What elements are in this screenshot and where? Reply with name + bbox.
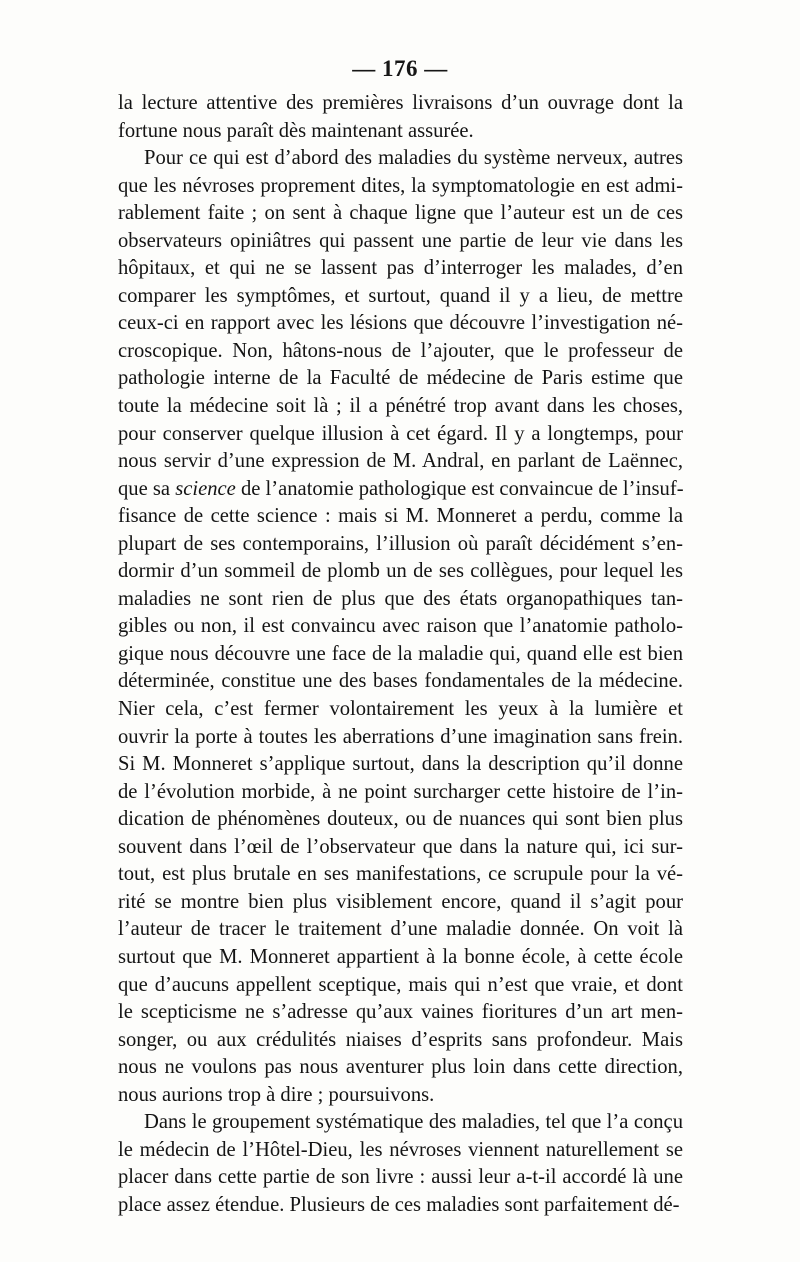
text-line: nous ne voulons pas nous aventurer plus loin dans cette direction, xyxy=(118,1056,683,1079)
text-line: pathologie interne de la Faculté de médecine de Paris estime que xyxy=(118,367,683,390)
text-line: rité se montre bien plus visiblement encore, quand il s’agit pour xyxy=(118,890,683,913)
text-line: comparer les symptômes, et surtout, quand il y a lieu, de mettre xyxy=(118,284,683,307)
text-line: rablement faite ; on sent à chaque ligne que l’auteur est un de ces xyxy=(118,202,683,225)
text-line: le médecin de l’Hôtel-Dieu, les névroses viennent naturellement se xyxy=(118,1138,683,1161)
text-line: placer dans cette partie de son livre : aussi leur a-t-il accordé là une xyxy=(118,1166,683,1189)
text-line: déterminée, constitue une des bases fondamentales de la médecine. xyxy=(118,670,683,693)
text-line: ouvrir la porte à toutes les aberrations d’une imagination sans frein. xyxy=(118,725,683,748)
text-line: observateurs opiniâtres qui passent une partie de leur vie dans les xyxy=(118,229,683,252)
text-line: que d’aucuns appellent sceptique, mais qui n’est que vraie, et dont xyxy=(118,973,683,996)
text-line: tout, est plus brutale en ses manifestations, ce scrupule pour la vé- xyxy=(118,863,683,886)
text-line: fortune nous paraît dès maintenant assurée. xyxy=(118,119,474,142)
text-line: Pour ce qui est d’abord des maladies du système nerveux, autres xyxy=(144,147,683,170)
text-line: la lecture attentive des premières livraisons d’un ouvrage dont la xyxy=(118,92,683,114)
text-line: gique nous découvre une face de la maladie qui, quand elle est bien xyxy=(118,642,683,665)
text-line: dormir d’un sommeil de plomb un de ses collègues, pour lequel les xyxy=(118,560,683,583)
text-line: que sa science de l’anatomie pathologique est convaincue de l’insuf- xyxy=(118,477,684,500)
text-line: nous aurions trop à dire ; poursuivons. xyxy=(118,1083,435,1106)
text-line: pour conserver quelque illusion à cet égard. Il y a longtemps, pour xyxy=(118,422,683,445)
text-line: fisance de cette science : mais si M. Monneret a perdu, comme la xyxy=(118,505,683,528)
text-line: l’auteur de tracer le traitement d’une maladie donnée. On voit là xyxy=(118,918,683,941)
page-number: — 176 — xyxy=(352,56,448,81)
text-line: Dans le groupement systématique des maladies, tel que l’a conçu xyxy=(144,1111,683,1134)
text-line: que les névroses proprement dites, la symptomatologie en est admi- xyxy=(118,174,683,197)
text-line: surtout que M. Monneret appartient à la bonne école, à cette école xyxy=(118,945,683,968)
text-line: de l’évolution morbide, à ne point surcharger cette histoire de l’in- xyxy=(118,780,683,803)
text-line: souvent dans l’œil de l’observateur que dans la nature qui, ici sur- xyxy=(118,835,683,858)
text-line: toute la médecine soit là ; il a pénétré trop avant dans les choses, xyxy=(118,395,683,418)
text-line: maladies ne sont rien de plus que des états organopathiques tan- xyxy=(118,587,683,610)
paragraph xyxy=(118,145,683,1109)
text-line: songer, ou aux crédulités niaises d’esprits sans profondeur. Mais xyxy=(118,1028,683,1051)
text-line: dication de phénomènes douteux, ou de nuances qui sont bien plus xyxy=(118,808,683,831)
text-line: gibles ou non, il est convaincu avec raison que l’anatomie patholo- xyxy=(118,615,683,638)
text-line: Nier cela, c’est fermer volontairement les yeux à la lumière et xyxy=(118,698,683,721)
text-line: le scepticisme ne s’adresse qu’aux vaines fioritures d’un art men- xyxy=(118,1001,683,1024)
text-line: croscopique. Non, hâtons-nous de l’ajouter, que le professeur de xyxy=(118,339,683,362)
paragraph xyxy=(118,1109,683,1219)
text-line: place assez étendue. Plusieurs de ces maladies sont parfaitement dé- xyxy=(118,1193,680,1216)
text-line: nous servir d’une expression de M. Andral, en parlant de Laënnec, xyxy=(118,450,683,473)
text-line: hôpitaux, et qui ne se lassent pas d’interroger les malades, d’en xyxy=(118,257,683,280)
text-line: plupart de ses contemporains, l’illusion où paraît décidément s’en- xyxy=(118,532,683,555)
paragraph xyxy=(118,90,683,145)
text-line: Si M. Monneret s’applique surtout, dans la description qu’il donne xyxy=(118,753,683,776)
body-text xyxy=(118,90,683,1219)
text-line: ceux-ci en rapport avec les lésions que découvre l’investigation né- xyxy=(118,312,683,335)
